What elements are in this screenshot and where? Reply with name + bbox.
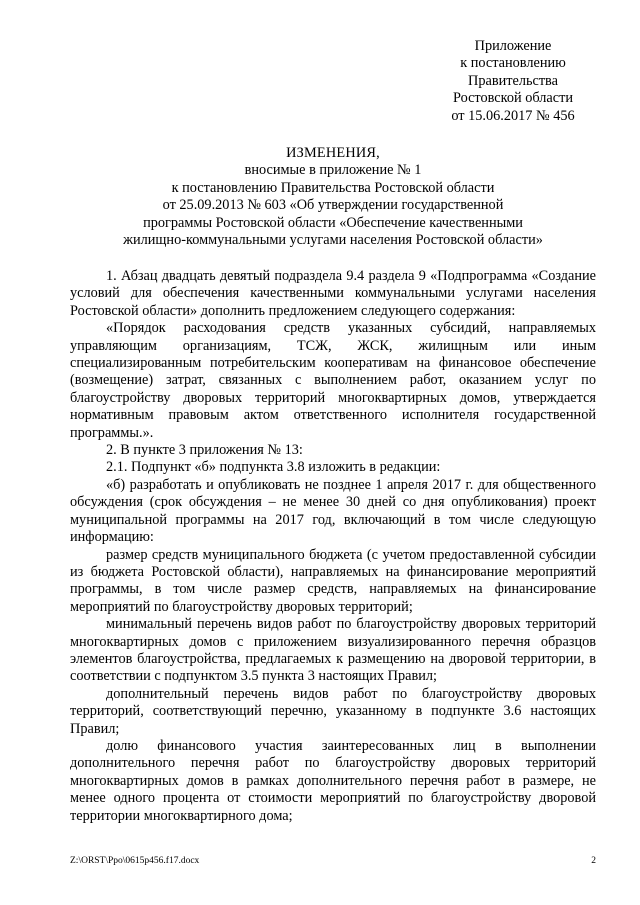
- paragraph-6: размер средств муниципального бюджета (с учетом предоставленной субсидии из бюджета Ростовской области), направляемых на финансирование мероприятий программы, в том числе размер средств, направляемых на финансирование мероприятий по благоустройству дворовых территорий;: [70, 546, 596, 615]
- file-path: Z:\ORST\Ppo\0615p456.f17.docx: [70, 856, 200, 866]
- paragraph-2: «Порядок расходования средств указанных субсидий, направляемых управляющим организациям, ТСЖ, ЖСК, жилищным или иным специализированным потребительским кооперативам на финансовое обеспечение (возмещение) затрат, связанных с выполнением работ, оказанием услуг по благоустройству дворовых территорий многоквартирных домов, утверждается нормативным правовым актом ответственного исполнителя государственной программы.».: [70, 320, 596, 441]
- paragraph-5: «б) разработать и опубликовать не позднее 1 апреля 2017 г. для общественного обсуждения (срок обсуждения – не менее 30 дней со дня опубликования) проект муниципальной программы на 2017 год, включающий в том числе следующую информацию:: [70, 476, 596, 546]
- appendix-line: Ростовской области: [452, 90, 574, 107]
- subtitle-line: к постановлению Правительства Ростовской области: [171, 179, 495, 196]
- document-body: [70, 268, 596, 825]
- subtitle-line: жилищно-коммунальными услугами населения Ростовской области»: [123, 232, 543, 249]
- appendix-line: от 15.06.2017 № 456: [451, 107, 575, 124]
- subtitle-line: вносимые в приложение № 1: [244, 162, 422, 179]
- appendix-line: к постановлению: [460, 55, 566, 72]
- appendix-line: Правительства: [468, 72, 558, 89]
- document-title: ИЗМЕНЕНИЯ,: [286, 145, 380, 161]
- paragraph-8: дополнительный перечень видов работ по благоустройству дворовых территорий, соответствующий перечню, указанному в подпункте 3.6 настоящих Правил;: [70, 685, 596, 737]
- paragraph-3: 2. В пункте 3 приложения № 13:: [106, 442, 303, 459]
- paragraph-7: минимальный перечень видов работ по благоустройству дворовых территорий многоквартирных домов с приложением визуализированного перечня образцов элементов благоустройства, предлагаемых к размещению на дворовой территории, в соответствии с подпунктом 3.5 пункта 3 настоящих Правил;: [70, 616, 596, 685]
- appendix-line: Приложение: [474, 38, 552, 54]
- paragraph-1: 1. Абзац двадцать девятый подраздела 9.4 раздела 9 «Подпрограмма «Создание условий для обеспечения качественными коммунальными услугами населения Ростовской области» дополнить предложением следующего содержания:: [70, 268, 596, 319]
- subtitle-line: от 25.09.2013 № 603 «Об утверждении государственной: [162, 197, 504, 214]
- paragraph-9: долю финансового участия заинтересованных лиц в выполнении дополнительного перечня работ по благоустройству дворовых территорий многоквартирных домов в рамках дополнительного перечня работ в размере, не менее одного процента от стоимости мероприятий по благоустройству дворовой территории многоквартирного дома;: [70, 737, 596, 824]
- page-number: 2: [591, 856, 596, 866]
- document-header: [70, 145, 596, 249]
- paragraph-4: 2.1. Подпункт «б» подпункта 3.8 изложить в редакции:: [106, 459, 441, 476]
- appendix-block: [428, 38, 598, 125]
- subtitle-line: программы Ростовской области «Обеспечение качественными: [143, 214, 523, 231]
